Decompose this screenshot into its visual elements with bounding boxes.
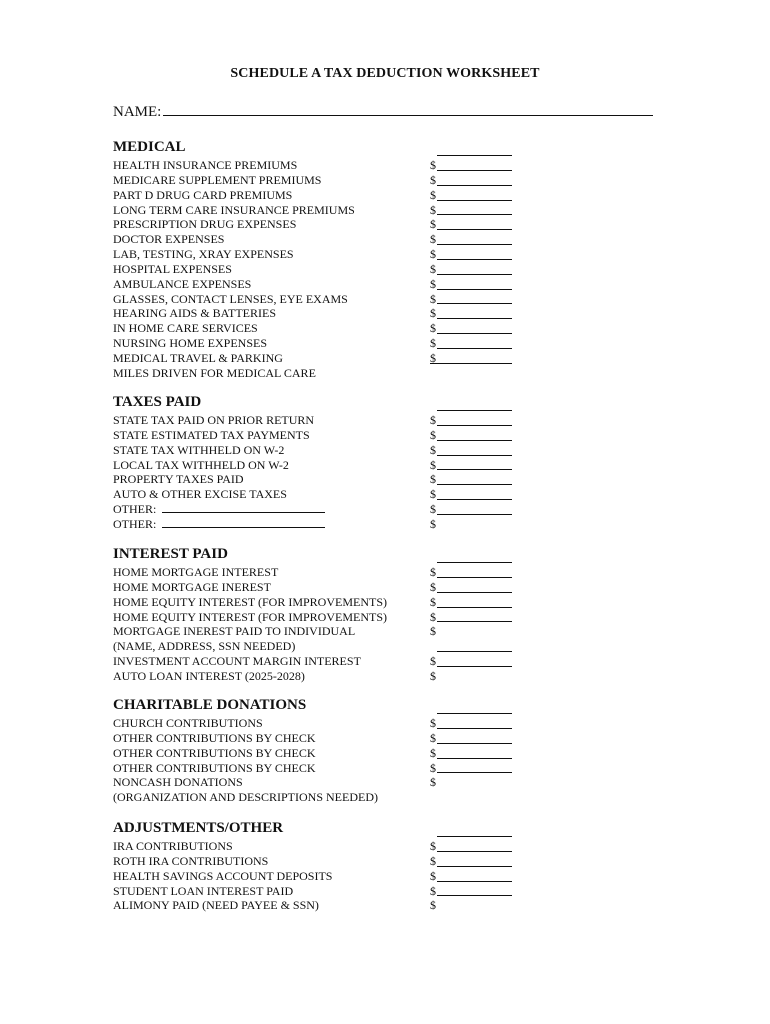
page-title: SCHEDULE A TAX DEDUCTION WORKSHEET <box>230 66 540 81</box>
amount-underline <box>437 348 512 349</box>
amount-underline <box>437 289 512 290</box>
amount-underline <box>437 455 512 456</box>
row-label: (ORGANIZATION AND DESCRIPTIONS NEEDED) <box>113 790 378 805</box>
section-heading: INTEREST PAID <box>113 546 228 562</box>
section-heading: ADJUSTMENTS/OTHER <box>113 820 284 836</box>
row-label: MORTGAGE INEREST PAID TO INDIVIDUAL <box>113 624 356 639</box>
dollar-sign: $ <box>430 839 436 853</box>
row-label: IN HOME CARE SERVICES <box>113 321 258 336</box>
section-medical <box>113 138 533 381</box>
worksheet-row <box>113 775 533 790</box>
amount-underline <box>437 895 512 896</box>
section-interest-paid <box>113 545 533 684</box>
worksheet-row <box>113 624 533 639</box>
worksheet-row <box>113 366 533 381</box>
row-label: ALIMONY PAID (NEED PAYEE & SSN) <box>113 898 319 913</box>
dollar-sign: $ <box>430 883 436 898</box>
amount-underline <box>437 728 512 729</box>
row-label: OTHER CONTRIBUTIONS BY CHECK <box>113 745 316 760</box>
row-label: STUDENT LOAN INTEREST PAID <box>113 883 294 898</box>
dollar-sign: $ <box>430 502 436 517</box>
name-label: NAME: <box>113 104 162 120</box>
amount-underline <box>437 651 512 652</box>
row-label: AMBULANCE EXPENSES <box>113 276 252 291</box>
dollar-sign: $ <box>430 594 436 609</box>
dollar-sign: $ <box>430 745 436 760</box>
worksheet-row <box>113 669 533 684</box>
dollar-sign: $ <box>430 472 436 487</box>
amount-underline <box>437 333 512 334</box>
amount-underline <box>437 743 512 744</box>
dollar-sign: $ <box>430 247 436 262</box>
amount-underline <box>437 229 512 230</box>
dollar-sign: $ <box>430 668 436 683</box>
dollar-sign: $ <box>430 427 436 442</box>
amount-underline <box>437 758 512 759</box>
row-label: STATE TAX WITHHELD ON W-2 <box>113 442 285 457</box>
amount-underline <box>437 621 512 622</box>
dollar-sign: $ <box>430 187 436 202</box>
amount-underline <box>437 259 512 260</box>
dollar-sign: $ <box>430 654 436 669</box>
row-label: (NAME, ADDRESS, SSN NEEDED) <box>113 639 296 654</box>
dollar-sign: $ <box>430 350 436 365</box>
dollar-sign: $ <box>430 217 436 232</box>
amount-underline <box>437 410 512 411</box>
amount-underline <box>437 592 512 593</box>
dollar-sign: $ <box>430 898 436 913</box>
dollar-sign: $ <box>430 413 436 427</box>
amount-underline <box>437 318 512 319</box>
section-charitable-donations <box>113 696 533 805</box>
section-adjustments-other <box>113 819 533 913</box>
dollar-sign: $ <box>430 760 436 775</box>
other-description-field[interactable] <box>162 517 325 528</box>
worksheet-row <box>113 790 533 805</box>
row-label: HOSPITAL EXPENSES <box>113 261 232 276</box>
row-label: OTHER CONTRIBUTIONS BY CHECK <box>113 760 316 775</box>
amount-underline <box>437 514 512 515</box>
dollar-sign: $ <box>430 276 436 291</box>
dollar-sign: $ <box>430 565 436 579</box>
row-label: DOCTOR EXPENSES <box>113 232 225 247</box>
dollar-sign: $ <box>430 609 436 624</box>
row-label: INVESTMENT ACCOUNT MARGIN INTEREST <box>113 654 361 669</box>
section-heading: MEDICAL <box>113 139 186 155</box>
row-label: OTHER: <box>113 502 157 517</box>
row-label: STATE TAX PAID ON PRIOR RETURN <box>113 413 315 427</box>
amount-underline <box>437 577 512 578</box>
row-label: LAB, TESTING, XRAY EXPENSES <box>113 247 294 262</box>
row-label: LONG TERM CARE INSURANCE PREMIUMS <box>113 202 355 217</box>
amount-underline <box>437 772 512 773</box>
row-label: NURSING HOME EXPENSES <box>113 336 268 351</box>
row-label: NONCASH DONATIONS <box>113 775 243 790</box>
row-label: PART D DRUG CARD PREMIUMS <box>113 187 293 202</box>
dollar-sign: $ <box>430 158 436 172</box>
amount-underline <box>437 851 512 852</box>
row-label: HOME MORTGAGE INTEREST <box>113 565 279 579</box>
worksheet-row <box>113 517 533 532</box>
amount-underline <box>437 244 512 245</box>
row-label: HOME MORTGAGE INEREST <box>113 579 271 594</box>
dollar-sign: $ <box>430 336 436 351</box>
row-label: CHURCH CONTRIBUTIONS <box>113 716 263 730</box>
amount-underline <box>437 440 512 441</box>
section-heading: CHARITABLE DONATIONS <box>113 697 307 713</box>
amount-underline <box>430 363 512 364</box>
dollar-sign: $ <box>430 306 436 321</box>
section-taxes-paid <box>113 393 533 532</box>
amount-underline <box>437 214 512 215</box>
row-label: MILES DRIVEN FOR MEDICAL CARE <box>113 365 316 380</box>
dollar-sign: $ <box>430 730 436 745</box>
row-label: HEALTH INSURANCE PREMIUMS <box>113 158 298 172</box>
row-label: AUTO & OTHER EXCISE TAXES <box>113 487 287 502</box>
amount-underline <box>437 200 512 201</box>
row-label: MEDICAL TRAVEL & PARKING <box>113 350 283 365</box>
dollar-sign: $ <box>430 775 436 790</box>
row-label: IRA CONTRIBUTIONS <box>113 839 233 853</box>
row-label: HOME EQUITY INTEREST (FOR IMPROVEMENTS) <box>113 609 387 624</box>
amount-underline <box>437 866 512 867</box>
amount-underline <box>437 155 512 156</box>
dollar-sign: $ <box>430 261 436 276</box>
dollar-sign: $ <box>430 579 436 594</box>
amount-underline <box>437 469 512 470</box>
dollar-sign: $ <box>430 868 436 883</box>
amount-underline <box>437 881 512 882</box>
dollar-sign: $ <box>430 516 436 531</box>
row-label: PRESCRIPTION DRUG EXPENSES <box>113 217 297 232</box>
dollar-sign: $ <box>430 442 436 457</box>
name-field[interactable] <box>163 102 653 116</box>
amount-underline <box>437 425 512 426</box>
row-label: HEARING AIDS & BATTERIES <box>113 306 277 321</box>
amount-underline <box>437 713 512 714</box>
row-label: OTHER CONTRIBUTIONS BY CHECK <box>113 730 316 745</box>
dollar-sign: $ <box>430 321 436 336</box>
row-label: MEDICARE SUPPLEMENT PREMIUMS <box>113 172 322 187</box>
amount-underline <box>437 170 512 171</box>
amount-underline <box>437 185 512 186</box>
row-label: LOCAL TAX WITHHELD ON W-2 <box>113 457 289 472</box>
dollar-sign: $ <box>430 487 436 502</box>
dollar-sign: $ <box>430 716 436 730</box>
amount-underline <box>437 303 512 304</box>
dollar-sign: $ <box>430 172 436 187</box>
dollar-sign: $ <box>430 624 436 639</box>
row-label: OTHER: <box>113 516 157 531</box>
row-label: HOME EQUITY INTEREST (FOR IMPROVEMENTS) <box>113 594 387 609</box>
worksheet-row <box>113 898 533 913</box>
dollar-sign: $ <box>430 202 436 217</box>
row-label: AUTO LOAN INTEREST (2025-2028) <box>113 668 305 683</box>
amount-underline <box>437 836 512 837</box>
amount-underline <box>437 607 512 608</box>
dollar-sign: $ <box>430 232 436 247</box>
section-heading: TAXES PAID <box>113 394 202 410</box>
row-label: HEALTH SAVINGS ACCOUNT DEPOSITS <box>113 868 333 883</box>
dollar-sign: $ <box>430 457 436 472</box>
amount-underline <box>437 274 512 275</box>
other-description-field[interactable] <box>162 502 325 513</box>
row-label: ROTH IRA CONTRIBUTIONS <box>113 853 269 868</box>
row-label: STATE ESTIMATED TAX PAYMENTS <box>113 427 310 442</box>
amount-underline <box>437 484 512 485</box>
dollar-sign: $ <box>430 291 436 306</box>
amount-underline <box>437 666 512 667</box>
row-label: GLASSES, CONTACT LENSES, EYE EXAMS <box>113 291 348 306</box>
name-row <box>113 102 653 121</box>
amount-underline <box>437 562 512 563</box>
row-label: PROPERTY TAXES PAID <box>113 472 244 487</box>
amount-underline <box>437 499 512 500</box>
dollar-sign: $ <box>430 853 436 868</box>
